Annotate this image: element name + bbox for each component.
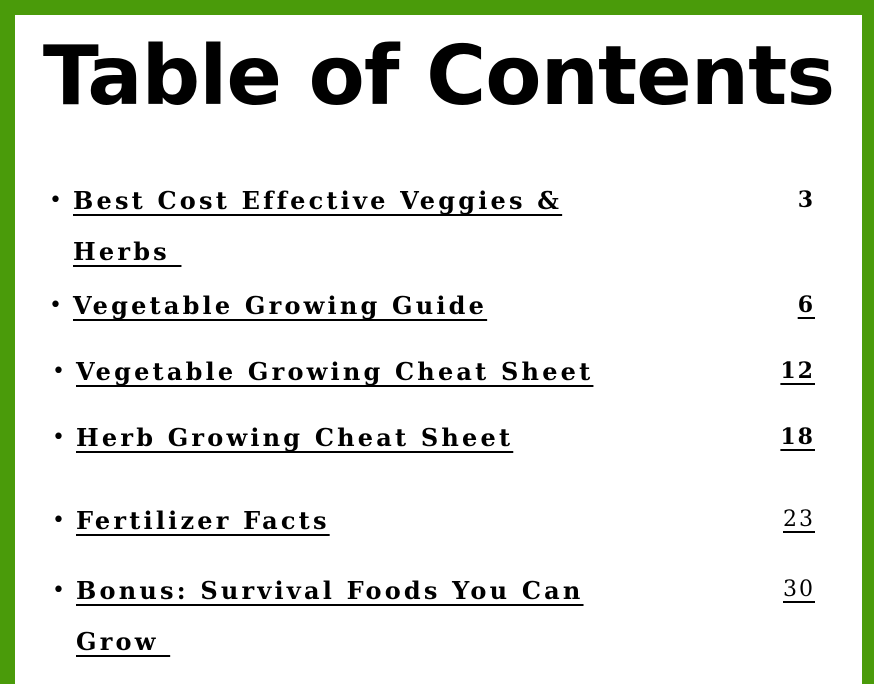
toc-link-line: Herbs — [73, 237, 182, 266]
bullet: • — [49, 293, 62, 318]
bullet: • — [49, 188, 62, 213]
toc-link-bonus-survival-foods[interactable] — [76, 565, 584, 667]
bullet: • — [52, 578, 65, 603]
toc-link-line: Fertilizer Facts — [76, 506, 330, 535]
bullet: • — [52, 359, 65, 384]
toc-link-line: Grow — [76, 627, 171, 656]
toc-page-number[interactable]: 30 — [783, 577, 815, 602]
toc-link-line: Best Cost Effective Veggies & — [73, 186, 563, 215]
toc-sheet — [15, 15, 862, 684]
toc-link-line: Herb Growing Cheat Sheet — [76, 423, 514, 452]
toc-link-line: Vegetable Growing Guide — [73, 291, 488, 320]
page-title: Table of Contents — [42, 29, 835, 124]
toc-link-vegetable-growing-cheat-sheet[interactable] — [76, 346, 593, 397]
toc-link-vegetable-growing-guide[interactable] — [73, 280, 487, 331]
toc-page-number[interactable]: 3 — [797, 187, 815, 213]
toc-link-herb-growing-cheat-sheet[interactable] — [76, 412, 513, 463]
toc-link-best-cost-effective-veggies[interactable] — [73, 175, 562, 277]
toc-page-number[interactable]: 12 — [780, 358, 815, 384]
toc-page-number[interactable]: 23 — [783, 507, 815, 532]
toc-link-line: Vegetable Growing Cheat Sheet — [76, 357, 594, 386]
bullet: • — [52, 508, 65, 533]
toc-page-number[interactable]: 6 — [797, 292, 815, 318]
toc-link-fertilizer-facts[interactable] — [76, 495, 330, 546]
toc-page-number[interactable]: 18 — [780, 424, 815, 450]
bullet: • — [52, 425, 65, 450]
toc-link-line: Bonus: Survival Foods You Can — [76, 576, 584, 605]
